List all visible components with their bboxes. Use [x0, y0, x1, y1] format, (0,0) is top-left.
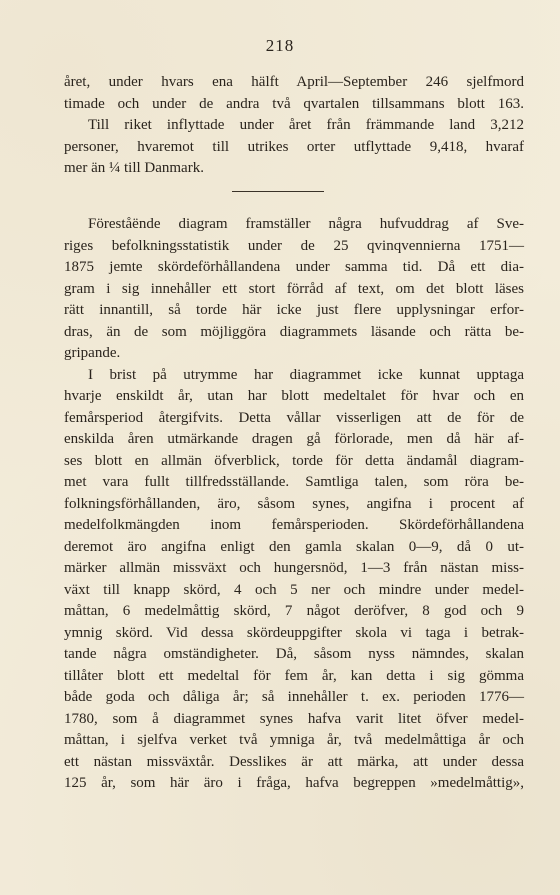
text-line: folkningsförhållanden, äro, såsom synes, angifna i procent af	[64, 495, 524, 512]
text-line: femårsperiod återgifvits. Detta vållar visserligen att de för de	[64, 409, 524, 426]
text-line: medelfolkmängden inom femårsperioden. Skördeförhållandena	[64, 517, 524, 533]
page-number: 218	[265, 36, 295, 55]
text-line: ses blott en allmän öfverblick, torde för detta ändamål diagram-	[64, 452, 524, 469]
text-line: ymnig skörd. Vid dessa skördeuppgifter skola vi taga i betrak-	[64, 624, 524, 641]
text-line: både goda och dåliga år; så innehåller t. ex. perioden 1776—	[64, 689, 524, 705]
text-line: tillåter blott ett medeltal för fem år, kan detta i sig gömma	[64, 667, 524, 684]
text-line: hvarje enskildt år, utan har blott medeltalet för hvar och en	[64, 388, 524, 404]
text-line: året, under hvars ena hälft April—September 246 sjelfmord	[64, 74, 524, 90]
text-line: Föreståënde diagram framställer några hufvuddrag af Sve-	[88, 216, 524, 232]
text-line: växt till knapp skörd, 4 och 5 ner och mindre under medel-	[64, 581, 524, 598]
text-line: gripande.	[64, 345, 121, 361]
text-line: märker allmän missväxt och hungersnöd, 1—3 från nästan miss-	[64, 560, 524, 576]
text-line: mer än ¼ till Danmark.	[64, 160, 204, 176]
text-line: riges befolkningsstatistik under de 25 qvinqvennierna 1751—	[64, 237, 524, 254]
text-line: måttan, 6 medelmåttig skörd, 7 något deröfver, 8 god och 9	[64, 603, 524, 619]
section-divider	[232, 191, 324, 192]
text-line: 1875 jemte skördeförhållandena under samma tid. Då ett dia-	[64, 259, 524, 275]
text-line: timade och under de andra två qvartalen tillsammans blott 163.	[64, 95, 524, 112]
paragraph-emigration	[64, 72, 524, 180]
paragraph-diagram-description	[64, 214, 524, 795]
text-line: rätt innantill, så torde här icke just flere upplysningar erfor-	[64, 302, 524, 318]
text-line: I brist på utrymme har diagrammet icke kunnat upptaga	[88, 366, 524, 383]
text-line: deremot äro angifna enligt den gamla skalan 0—9, då 0 ut-	[64, 538, 524, 555]
text-line: Till riket inflyttade under året från främmande land 3,212	[88, 117, 524, 133]
text-line: dras, än de som möjliggöra diagrammets läsande och rätta be-	[64, 323, 524, 340]
text-line: 125 år, som här äro i fråga, hafva begreppen »medelmåttig»,	[64, 775, 524, 791]
text-line: ett nästan missväxtår. Desslikes är att märka, att under dessa	[64, 753, 524, 770]
text-line: tande några omständigheter. Då, såsom nyss nämndes, skalan	[64, 646, 524, 662]
text-line: 1780, som å diagrammet synes hafva varit litet öfver medel-	[64, 710, 524, 727]
text-line: personer, hvaremot till utrikes orter utflyttade 9,418, hvaraf	[64, 138, 524, 155]
text-line: enskilda åren utmärkande dragen gå förlorade, men då här af-	[64, 431, 524, 447]
text-line: met vara fullt tillfredsställande. Samtliga talen, som röra be-	[64, 474, 524, 490]
text-line: gram i sig innehåller ett stort förråd af text, om det blott läses	[64, 280, 524, 297]
text-line: måttan, i sjelfva verket två ymniga år, två medelmåttiga år och	[64, 732, 524, 748]
